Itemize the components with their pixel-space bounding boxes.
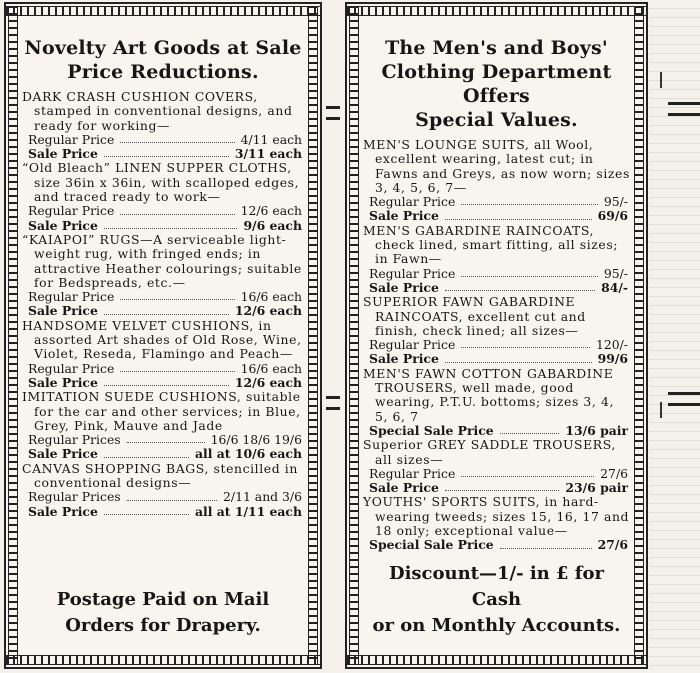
- list-item: [22, 233, 304, 319]
- list-item: [363, 224, 630, 295]
- regular-price-row: [22, 362, 304, 376]
- advert-heading: [363, 36, 630, 132]
- price-value: 27/6: [600, 465, 628, 481]
- price-value: 95/-: [603, 194, 628, 210]
- price-value: 13/6 pair: [565, 422, 628, 438]
- footer-line: Postage Paid on Mail: [56, 589, 270, 610]
- border-bottom: [347, 655, 646, 665]
- advert-heading: [22, 36, 304, 84]
- item-description: HANDSOME VELVET CUSHIONS, in assorted Art shades of Old Rose, Wine, Violet, Reseda, Flamingo and Peach—: [22, 317, 302, 362]
- sale-price-row: [22, 147, 304, 161]
- price-label: Sale Price: [369, 480, 439, 496]
- price-value: 99/6: [597, 351, 628, 367]
- heading-line: Novelty Art Goods at Sale: [24, 37, 302, 59]
- column-divider-mark: [668, 392, 700, 406]
- item-description: CANVAS SHOPPING BAGS, stencilled in conventional designs—: [22, 460, 298, 491]
- price-value: 84/-: [601, 279, 628, 295]
- item-description: “KAIAPOI” RUGS—A serviceable light-weight rug, with fringed ends; in attractive Heather colourings; suitable for Bedspreads, etc.—: [22, 231, 302, 290]
- price-value: 95/-: [603, 265, 628, 281]
- sale-price-row: [22, 376, 304, 390]
- price-value: 69/6: [597, 208, 628, 224]
- regular-price-row: [22, 433, 304, 447]
- price-label: Sale Price: [369, 279, 439, 295]
- border-left: [349, 6, 359, 665]
- price-value: 12/6 each: [234, 374, 302, 390]
- item-description: Superior GREY SADDLE TROUSERS, all sizes—: [363, 437, 616, 467]
- price-label: Regular Prices: [28, 432, 121, 448]
- price-label: Sale Price: [369, 208, 439, 224]
- list-item: [363, 495, 630, 552]
- item-description: MEN'S LOUNGE SUITS, all Wool, excellent wearing, latest cut; in Fawns and Greys, as now worn; sizes 3, 4, 5, 6, 7—: [363, 137, 630, 195]
- column-divider-mark: [668, 102, 700, 116]
- regular-price-row: [22, 204, 304, 218]
- border-left: [8, 6, 18, 665]
- price-label: Regular Price: [28, 289, 115, 305]
- advert-body: [22, 22, 304, 649]
- sale-price-row: [22, 505, 304, 519]
- price-value: 120/-: [595, 337, 628, 353]
- item-description: “Old Bleach” LINEN SUPPER CLOTHS, size 36in x 36in, with scalloped edges, and traced ready to work—: [22, 160, 300, 205]
- column-rule-mark: [660, 72, 662, 88]
- price-label: Regular Price: [369, 194, 456, 210]
- border-right: [634, 6, 644, 665]
- advert-novelty-art-goods: [4, 2, 322, 669]
- border-right: [308, 6, 318, 665]
- list-item: [22, 390, 304, 461]
- border-bottom: [6, 655, 320, 665]
- special-sale-price-row: [363, 538, 630, 552]
- price-value: 3/11 each: [234, 146, 302, 162]
- price-label: Regular Price: [369, 265, 456, 281]
- price-label: Sale Price: [28, 374, 98, 390]
- item-description: DARK CRASH CUSHION COVERS, stamped in conventional designs, and ready for working—: [22, 89, 293, 133]
- advert-footer: [363, 561, 630, 639]
- price-label: Regular Price: [28, 203, 115, 219]
- price-value: 27/6: [597, 537, 628, 553]
- sale-price-row: [363, 352, 630, 366]
- list-item: [363, 367, 630, 438]
- price-value: 9/6 each: [243, 217, 302, 233]
- column-rule-mark: [660, 402, 662, 418]
- list-item: [363, 295, 630, 366]
- footer-line: Discount—1/- in £ for Cash: [388, 563, 605, 610]
- list-item: [22, 90, 304, 161]
- price-value: 16/6 each: [240, 360, 302, 376]
- item-description: IMITATION SUEDE CUSHIONS, suitable for the car and other services; in Blue, Grey, Pink, Mauve and Jade: [22, 389, 301, 433]
- price-label: Sale Price: [28, 146, 98, 162]
- price-label: Sale Price: [28, 217, 98, 233]
- sale-price-row: [363, 281, 630, 295]
- price-label: Special Sale Price: [369, 422, 494, 438]
- special-sale-price-row: [363, 424, 630, 438]
- item-description: YOUTHS' SPORTS SUITS, in hard-wearing tweeds; sizes 15, 16, 17 and 18 only; exceptional value—: [363, 494, 630, 539]
- price-label: Sale Price: [28, 503, 98, 519]
- price-value: 16/6 18/6 19/6: [210, 432, 302, 448]
- price-value: all at 10/6 each: [195, 446, 302, 462]
- heading-line: Price Reductions.: [67, 61, 259, 83]
- price-label: Regular Price: [28, 360, 115, 376]
- sale-price-row: [363, 481, 630, 495]
- regular-price-row: [22, 133, 304, 147]
- border-top: [347, 6, 646, 16]
- price-value: 16/6 each: [240, 289, 302, 305]
- price-value: 2/11 and 3/6: [223, 489, 302, 505]
- price-value: 23/6 pair: [565, 480, 628, 496]
- price-value: 12/6 each: [240, 203, 302, 219]
- advert-mens-clothing: [345, 2, 648, 669]
- price-label: Special Sale Price: [369, 537, 494, 553]
- advert-body: [363, 22, 630, 649]
- price-value: 12/6 each: [234, 303, 302, 319]
- sale-price-row: [22, 219, 304, 233]
- advert-footer: [22, 587, 304, 639]
- sale-price-row: [22, 304, 304, 318]
- item-description: MEN'S FAWN COTTON GABARDINE TROUSERS, well made, good wearing, P.T.U. bottoms; sizes 3, 4, 5, 6, 7: [363, 365, 615, 424]
- sale-price-row: [363, 209, 630, 223]
- price-label: Regular Price: [369, 465, 456, 481]
- heading-line: Special Values.: [415, 109, 578, 131]
- price-label: Sale Price: [28, 446, 98, 462]
- column-divider-mark: [326, 106, 340, 120]
- regular-price-row: [363, 467, 630, 481]
- column-divider-mark: [326, 396, 340, 410]
- regular-price-row: [22, 290, 304, 304]
- heading-line: The Men's and Boys': [385, 37, 608, 59]
- list-item: [22, 462, 304, 519]
- price-value: 4/11 each: [240, 131, 302, 147]
- regular-price-row: [363, 267, 630, 281]
- sale-price-row: [22, 447, 304, 461]
- adjacent-column-edge: [650, 0, 700, 673]
- footer-line: Orders for Drapery.: [65, 615, 261, 636]
- regular-price-row: [363, 338, 630, 352]
- list-item: [22, 319, 304, 390]
- item-description: SUPERIOR FAWN GABARDINE RAINCOATS, excellent cut and finish, check lined; all sizes—: [363, 294, 586, 338]
- regular-price-row: [22, 490, 304, 504]
- price-label: Regular Price: [369, 337, 456, 353]
- price-label: Regular Price: [28, 131, 115, 147]
- border-top: [6, 6, 320, 16]
- price-label: Sale Price: [28, 303, 98, 319]
- price-label: Sale Price: [369, 351, 439, 367]
- list-item: [363, 138, 630, 224]
- list-item: [22, 161, 304, 232]
- price-value: all at 1/11 each: [195, 503, 302, 519]
- price-label: Regular Prices: [28, 489, 121, 505]
- regular-price-row: [363, 195, 630, 209]
- footer-line: or on Monthly Accounts.: [372, 615, 621, 636]
- list-item: [363, 438, 630, 495]
- item-description: MEN'S GABARDINE RAINCOATS, check lined, smart fitting, all sizes; in Fawn—: [363, 222, 619, 267]
- heading-line: Clothing Department Offers: [381, 61, 612, 107]
